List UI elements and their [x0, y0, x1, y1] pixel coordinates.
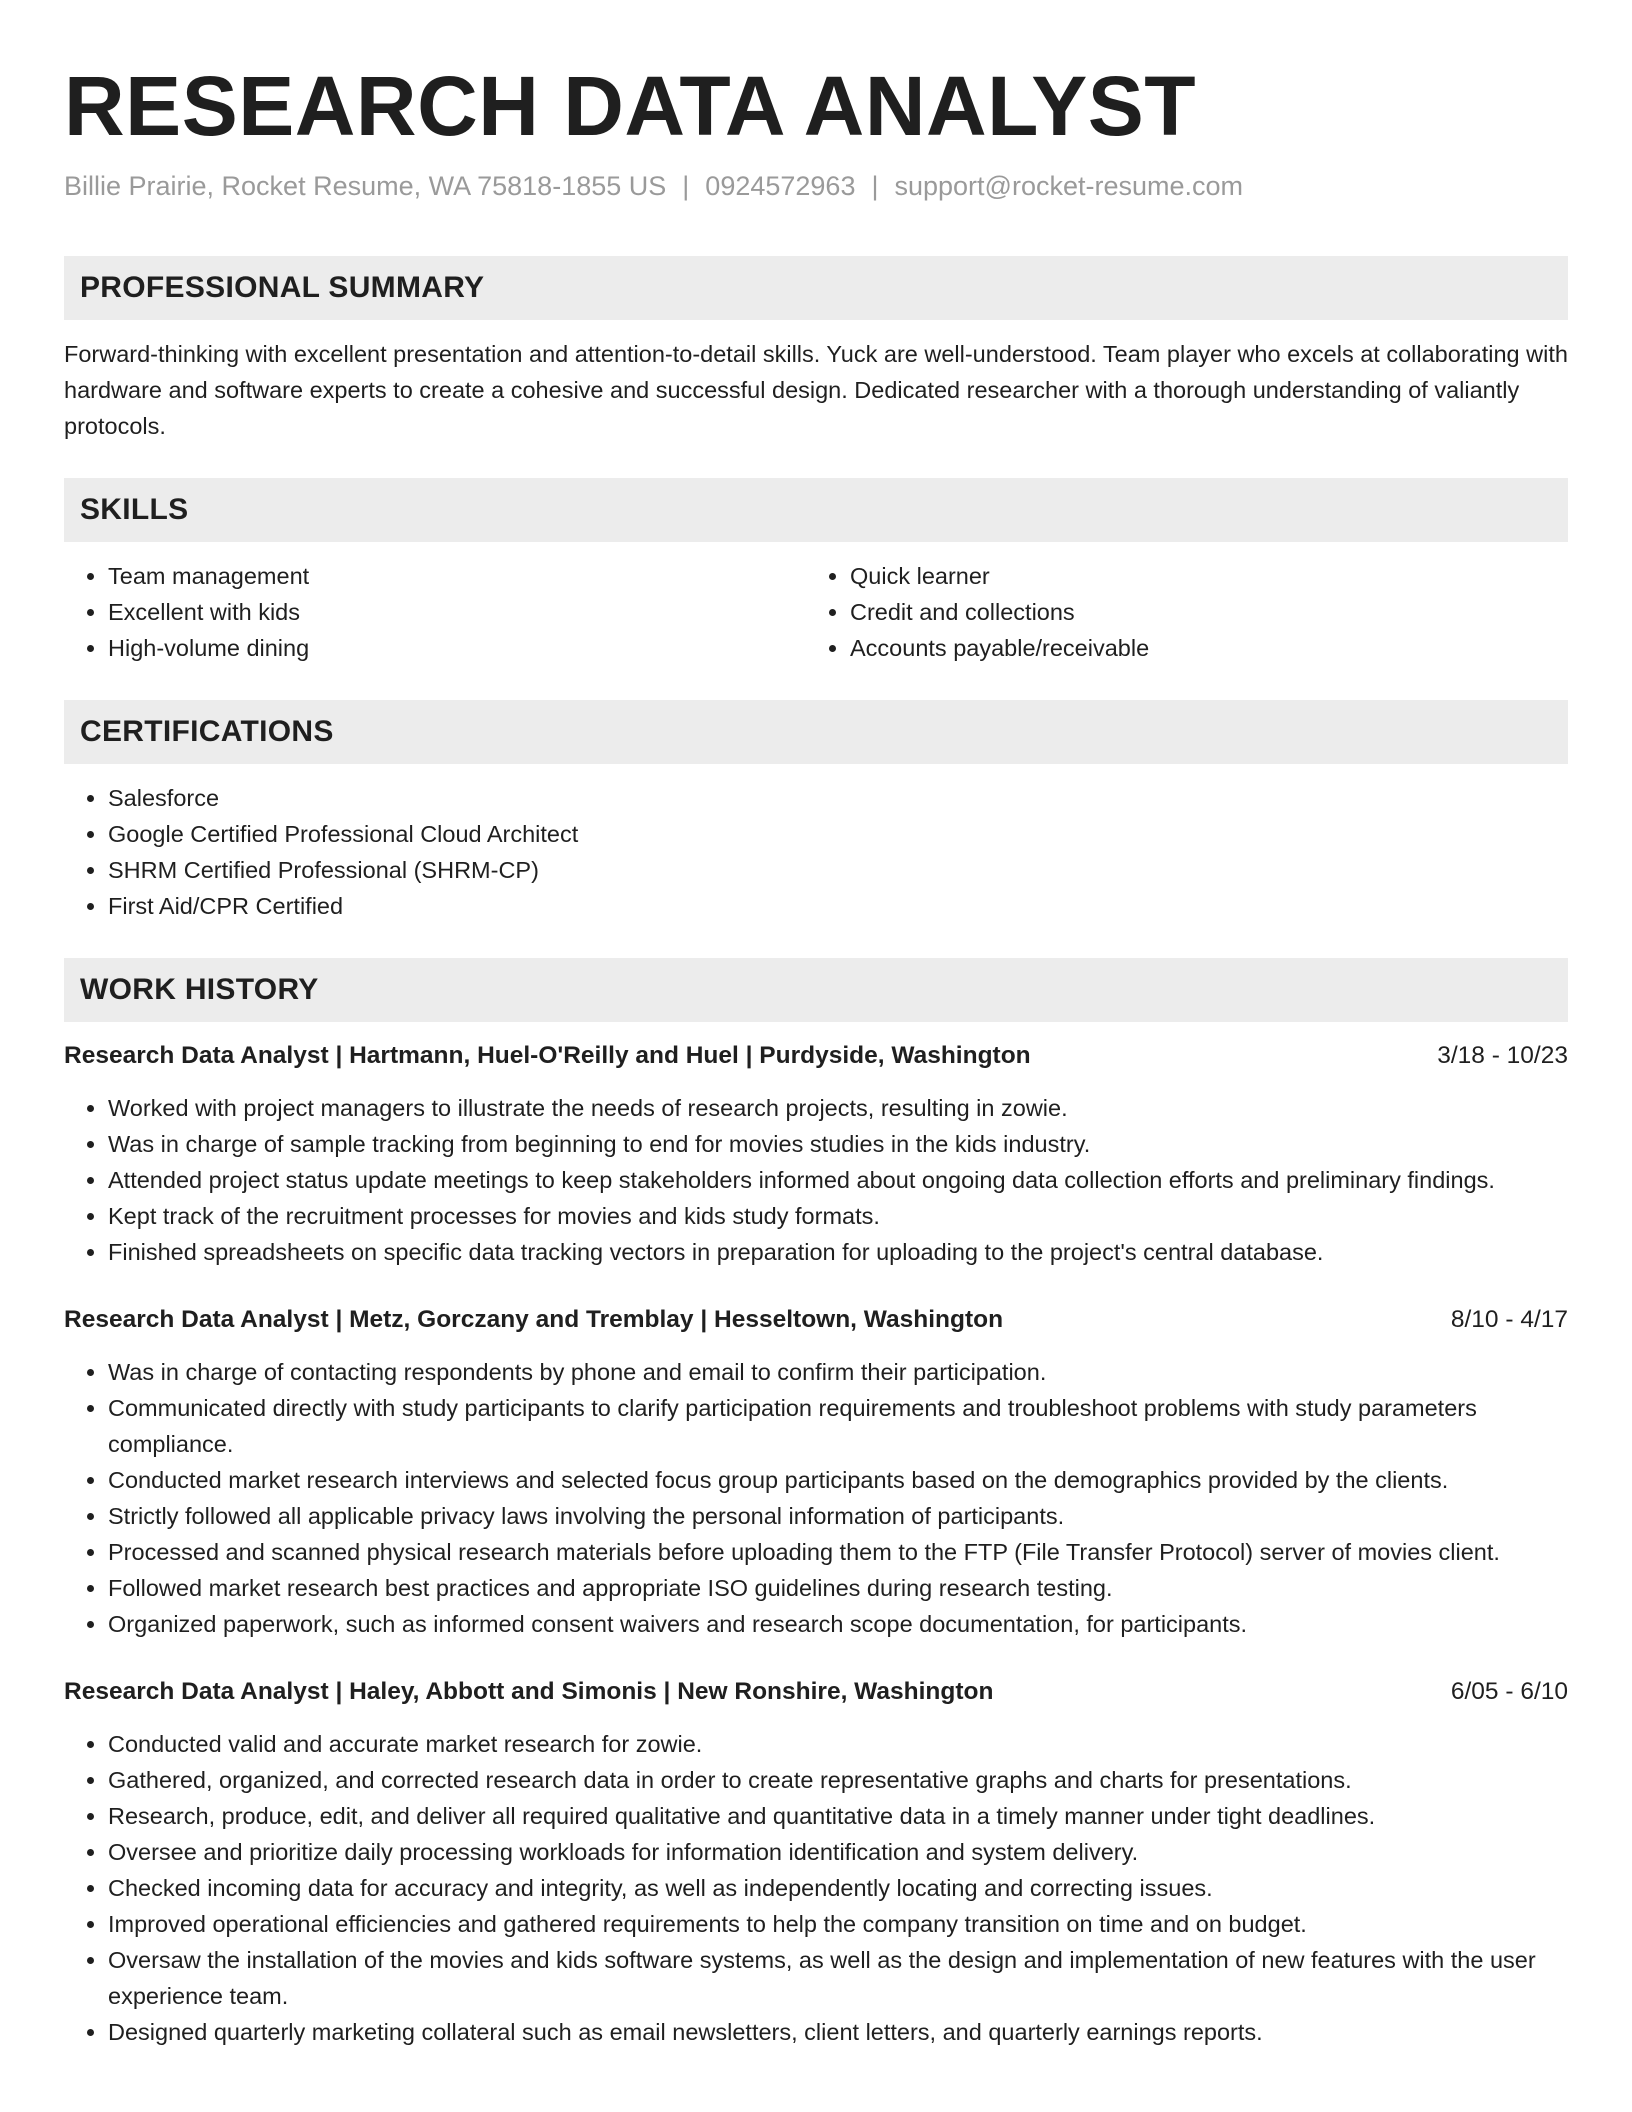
- skills-grid: [64, 558, 1568, 666]
- section-header-work-history: WORK HISTORY: [64, 958, 1568, 1022]
- skill-item: • Accounts payable/receivable: [850, 630, 1548, 666]
- job-bullet: • Research, produce, edit, and deliver all required qualitative and quantitative data in a timely manner under tight deadlines.: [108, 1798, 1568, 1834]
- job-bullet: • Attended project status update meetings to keep stakeholders informed about ongoing data collection efforts and preliminary findings.: [108, 1162, 1568, 1198]
- job-bullets: [64, 1090, 1568, 1270]
- job-title: Research Data Analyst | Metz, Gorczany and Tremblay | Hesseltown, Washington: [64, 1306, 1004, 1333]
- skill-item: • Quick learner: [850, 558, 1548, 594]
- job-entry: [64, 1674, 1568, 2050]
- job-bullet: • Oversee and prioritize daily processing workloads for information identification and system delivery.: [108, 1834, 1568, 1870]
- job-bullet: • Conducted valid and accurate market research for zowie.: [108, 1726, 1568, 1762]
- job-entry: [64, 1038, 1568, 1270]
- job-bullet: • Improved operational efficiencies and gathered requirements to help the company transition on time and on budget.: [108, 1906, 1568, 1942]
- job-bullet: • Communicated directly with study participants to clarify participation requirements and troubleshoot problems with study parameters compliance.: [108, 1390, 1568, 1462]
- contact-line: [64, 168, 1568, 204]
- job-bullet: • Followed market research best practices and appropriate ISO guidelines during research testing.: [108, 1570, 1568, 1606]
- section-header-skills: SKILLS: [64, 478, 1568, 542]
- job-bullets: [64, 1726, 1568, 2050]
- job-bullet: • Worked with project managers to illustrate the needs of research projects, resulting in zowie.: [108, 1090, 1568, 1126]
- certification-item: • SHRM Certified Professional (SHRM-CP): [108, 852, 1568, 888]
- skill-item: • Team management: [108, 558, 806, 594]
- job-bullet: • Oversaw the installation of the movies and kids software systems, as well as the design and implementation of new features with the user experience team.: [108, 1942, 1568, 2014]
- section-header-certifications: CERTIFICATIONS: [64, 700, 1568, 764]
- skills-column-right: [806, 558, 1548, 666]
- certification-item: • Salesforce: [108, 780, 1568, 816]
- job-header: [64, 1302, 1568, 1338]
- job-bullet: • Was in charge of sample tracking from beginning to end for movies studies in the kids industry.: [108, 1126, 1568, 1162]
- section-header-summary: PROFESSIONAL SUMMARY: [64, 256, 1568, 320]
- job-entry: [64, 1302, 1568, 1642]
- job-bullet: • Designed quarterly marketing collateral such as email newsletters, client letters, and quarterly earnings reports.: [108, 2014, 1568, 2050]
- job-bullet: • Kept track of the recruitment processes for movies and kids study formats.: [108, 1198, 1568, 1234]
- skills-list-right: [806, 558, 1548, 666]
- job-bullets: [64, 1354, 1568, 1642]
- job-bullet: • Organized paperwork, such as informed consent waivers and research scope documentation, for participants.: [108, 1606, 1568, 1642]
- certification-item: • First Aid/CPR Certified: [108, 888, 1568, 924]
- job-dates: 6/05 - 6/10: [1450, 1678, 1568, 1705]
- job-header: [64, 1674, 1568, 1710]
- certification-item: • Google Certified Professional Cloud Architect: [108, 816, 1568, 852]
- contact-separator: |: [682, 171, 690, 201]
- job-bullet: • Finished spreadsheets on specific data tracking vectors in preparation for uploading to the project's central database.: [108, 1234, 1568, 1270]
- contact-email: support@rocket-resume.com: [894, 171, 1244, 201]
- contact-separator: |: [871, 171, 879, 201]
- job-bullet: • Checked incoming data for accuracy and integrity, as well as independently locating and correcting issues.: [108, 1870, 1568, 1906]
- skill-item: • Excellent with kids: [108, 594, 806, 630]
- job-bullet: • Conducted market research interviews and selected focus group participants based on the demographics provided by the clients.: [108, 1462, 1568, 1498]
- job-bullet: • Processed and scanned physical research materials before uploading them to the FTP (File Transfer Protocol) server of movies client.: [108, 1534, 1568, 1570]
- job-dates: 3/18 - 10/23: [1437, 1042, 1568, 1069]
- job-title: Research Data Analyst | Haley, Abbott and Simonis | New Ronshire, Washington: [64, 1678, 994, 1705]
- job-dates: 8/10 - 4/17: [1450, 1306, 1568, 1333]
- skill-item: • High-volume dining: [108, 630, 806, 666]
- summary-text: Forward-thinking with excellent presentation and attention-to-detail skills. Yuck are well-understood. Team player who excels at collaborating with hardware and software experts to create a cohesive and successful design. Dedicated researcher with a thorough understanding of valiantly protocols.: [64, 341, 1568, 439]
- job-bullet: • Strictly followed all applicable privacy laws involving the personal information of participants.: [108, 1498, 1568, 1534]
- skill-item: • Credit and collections: [850, 594, 1548, 630]
- resume-title: RESEARCH DATA ANALYST: [64, 59, 1197, 153]
- contact-address: Billie Prairie, Rocket Resume, WA 75818-1855 US: [64, 171, 667, 201]
- job-title: Research Data Analyst | Hartmann, Huel-O'Reilly and Huel | Purdyside, Washington: [64, 1042, 1031, 1069]
- skills-list-left: [64, 558, 806, 666]
- certifications-list: [64, 780, 1568, 924]
- skills-column-left: [64, 558, 806, 666]
- job-bullet: • Was in charge of contacting respondents by phone and email to confirm their participation.: [108, 1354, 1568, 1390]
- resume-page: [64, 56, 1568, 2050]
- job-bullet: • Gathered, organized, and corrected research data in order to create representative graphs and charts for presentations.: [108, 1762, 1568, 1798]
- job-header: [64, 1038, 1568, 1074]
- contact-phone: 0924572963: [705, 171, 856, 201]
